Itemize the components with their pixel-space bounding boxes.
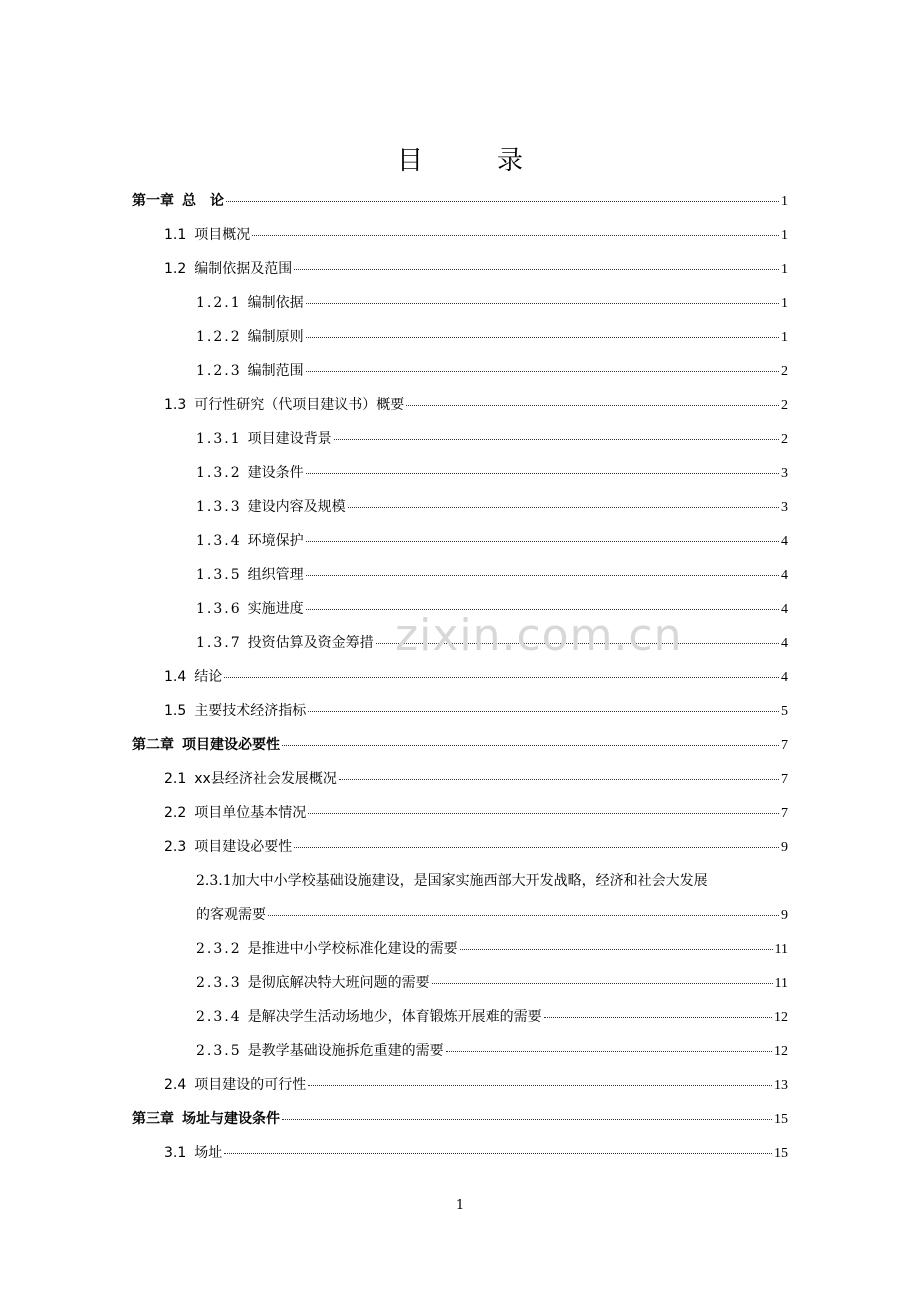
toc-entry-number: 1.3.1 [196, 431, 242, 447]
toc-entry-title: 环境保护 [247, 533, 304, 549]
toc-entry-page: 2 [781, 398, 788, 413]
toc-entry-page: 1 [781, 330, 788, 345]
page-title: 目 录 [396, 146, 547, 176]
toc-entry[interactable] [164, 700, 788, 722]
toc-entry-number: 第三章 [132, 1111, 174, 1127]
toc-entry-title: 项目单位基本情况 [194, 805, 307, 821]
toc-entry-number: 1.5 [164, 703, 187, 719]
toc-leader-dots [306, 595, 779, 610]
toc-entry-title: 编制依据及范围 [194, 261, 293, 277]
toc-entry-page: 4 [781, 670, 788, 685]
toc-entry-title: 主要技术经济指标 [194, 703, 307, 719]
toc-leader-dots [224, 663, 779, 678]
toc-leader-dots [226, 187, 779, 202]
toc-entry-page: 4 [781, 534, 788, 549]
toc-entry-page: 1 [781, 296, 788, 311]
toc-leader-dots [224, 1139, 772, 1154]
toc-entry-title: 编制范围 [247, 363, 304, 379]
toc-entry-number: 3.1 [164, 1145, 187, 1161]
toc-entry[interactable] [196, 938, 788, 960]
toc-entry-title: 加大中小学校基础设施建设，是国家实施西部大开发战略，经济和社会大发展 [231, 873, 708, 889]
toc-entry-page: 4 [781, 602, 788, 617]
toc-entry-title: 编制原则 [247, 329, 304, 345]
toc-entry-title: 建设条件 [247, 465, 304, 481]
toc-entry[interactable] [164, 394, 788, 416]
toc-entry-title: 编制依据 [247, 295, 304, 311]
toc-entry-title: 项目建设背景 [247, 431, 332, 447]
toc-entry-number: 1.3.4 [196, 533, 242, 549]
toc-entry[interactable] [164, 802, 788, 824]
toc-entry-page: 15 [774, 1146, 788, 1161]
toc-leader-dots [432, 969, 773, 984]
toc-entry-page: 4 [781, 636, 788, 651]
toc-entry-page: 9 [781, 840, 788, 855]
toc-entry-wrapped[interactable] [196, 870, 708, 892]
watermark: zixin.com.cn [395, 610, 683, 661]
toc-entry-page: 4 [781, 568, 788, 583]
toc-leader-dots [252, 221, 779, 236]
toc-entry-page: 12 [774, 1044, 788, 1059]
toc-entry-number: 2.3.5 [196, 1043, 242, 1059]
toc-entry-title: 组织管理 [247, 567, 304, 583]
toc-entry-number: 1.3.5 [196, 567, 242, 583]
toc-entry-number: 1.3 [164, 397, 187, 413]
toc-leader-dots [308, 1071, 772, 1086]
toc-entry-title: 场址 [194, 1145, 223, 1161]
toc-entry[interactable] [196, 564, 788, 586]
toc-entry[interactable] [196, 904, 788, 926]
toc-entry-number: 2.4 [164, 1077, 187, 1093]
toc-entry-title: 是彻底解决特大班问题的需要 [247, 975, 430, 991]
toc-entry[interactable] [196, 428, 788, 450]
toc-entry[interactable] [196, 462, 788, 484]
toc-entry-title: 总 论 [182, 193, 224, 209]
toc-entry-title: xx县经济社会发展概况 [194, 771, 337, 787]
toc-entry-number: 1.2.1 [196, 295, 242, 311]
toc-leader-dots [348, 493, 779, 508]
toc-entry-title: 场址与建设条件 [182, 1111, 280, 1127]
toc-entry-page: 2 [781, 432, 788, 447]
toc-entry-page: 5 [781, 704, 788, 719]
toc-entry-number: 第一章 [132, 193, 174, 209]
toc-leader-dots [460, 935, 773, 950]
toc-leader-dots [339, 765, 779, 780]
toc-entry[interactable] [164, 1142, 788, 1164]
toc-entry-number: 第二章 [132, 737, 174, 753]
toc-entry[interactable] [196, 1006, 788, 1028]
toc-entry[interactable] [164, 224, 788, 246]
toc-entry[interactable] [196, 1040, 788, 1062]
toc-entry[interactable] [164, 258, 788, 280]
toc-entry-title: 建设内容及规模 [247, 499, 346, 515]
toc-entry-number: 2.3.1 [196, 873, 232, 889]
toc-entry-number: 1.2.2 [196, 329, 242, 345]
toc-entry-number: 2.3.4 [196, 1009, 242, 1025]
toc-entry-title: 是教学基础设施拆危重建的需要 [247, 1043, 444, 1059]
toc-entry-number: 1.3.6 [196, 601, 242, 617]
toc-entry-number: 2.2 [164, 805, 187, 821]
toc-entry-number: 1.1 [164, 227, 187, 243]
toc-entry-number: 1.4 [164, 669, 187, 685]
toc-entry[interactable] [164, 836, 788, 858]
toc-leader-dots [306, 289, 779, 304]
toc-entry-number: 1.2 [164, 261, 187, 277]
toc-leader-dots [282, 731, 779, 746]
toc-entry-page: 3 [781, 500, 788, 515]
toc-leader-dots [306, 323, 779, 338]
toc-leader-dots [294, 833, 779, 848]
toc-entry-number: 1.3.2 [196, 465, 242, 481]
toc-leader-dots [308, 697, 779, 712]
toc-leader-dots [334, 425, 779, 440]
page-number: 1 [455, 1198, 465, 1213]
toc-entry-title: 项目建设必要性 [182, 737, 280, 753]
toc-entry[interactable] [132, 190, 788, 212]
toc-entry-page: 13 [774, 1078, 788, 1093]
toc-entry[interactable] [164, 1074, 788, 1096]
toc-entry[interactable] [196, 530, 788, 552]
toc-entry-title: 项目概况 [194, 227, 251, 243]
toc-entry[interactable] [132, 734, 788, 756]
toc-entry[interactable] [164, 666, 788, 688]
toc-entry[interactable] [196, 972, 788, 994]
toc-entry-page: 3 [781, 466, 788, 481]
toc-entry-number: 1.2.3 [196, 363, 242, 379]
toc-entry[interactable] [196, 360, 788, 382]
toc-entry-page: 7 [781, 738, 788, 753]
toc-entry-page: 9 [781, 908, 788, 923]
toc-leader-dots [294, 255, 779, 270]
toc-entry[interactable] [196, 292, 788, 314]
toc-entry-title: 的客观需要 [196, 907, 266, 923]
toc-entry[interactable] [196, 496, 788, 518]
toc-leader-dots [306, 357, 779, 372]
toc-leader-dots [268, 901, 779, 916]
toc-leader-dots [544, 1003, 772, 1018]
toc-leader-dots [282, 1105, 772, 1120]
toc-entry-title: 实施进度 [247, 601, 304, 617]
toc-entry-number: 2.1 [164, 771, 187, 787]
toc-leader-dots [406, 391, 779, 406]
toc-entry-page: 11 [774, 976, 788, 991]
toc-entry-title: 可行性研究（代项目建议书）概要 [194, 397, 405, 413]
toc-entry-page: 1 [781, 194, 788, 209]
toc-entry-title: 结论 [194, 669, 223, 685]
toc-leader-dots [446, 1037, 772, 1052]
toc-entry-title: 是推进中小学校标准化建设的需要 [247, 941, 458, 957]
toc-entry-number: 2.3 [164, 839, 187, 855]
toc-entry-page: 1 [781, 262, 788, 277]
toc-entry-page: 7 [781, 806, 788, 821]
toc-leader-dots [306, 527, 779, 542]
toc-entry-title: 项目建设的可行性 [194, 1077, 307, 1093]
toc-entry-number: 1.3.7 [196, 635, 242, 651]
toc-leader-dots [306, 561, 779, 576]
toc-leader-dots [308, 799, 779, 814]
toc-entry-title: 项目建设必要性 [194, 839, 293, 855]
toc-entry-number: 2.3.3 [196, 975, 242, 991]
toc-leader-dots [306, 459, 779, 474]
toc-entry-title: 投资估算及资金筹措 [247, 635, 374, 651]
toc-entry-title: 是解决学生活动场地少，体育锻炼开展难的需要 [247, 1009, 542, 1025]
toc-entry-page: 15 [774, 1112, 788, 1127]
toc-entry[interactable] [164, 768, 788, 790]
toc-entry-page: 12 [774, 1010, 788, 1025]
toc-entry-page: 7 [781, 772, 788, 787]
toc-entry-page: 1 [781, 228, 788, 243]
toc-entry[interactable] [132, 1108, 788, 1130]
toc-entry-page: 11 [774, 942, 788, 957]
toc-entry-number: 1.3.3 [196, 499, 242, 515]
toc-entry-number: 2.3.2 [196, 941, 242, 957]
toc-entry-page: 2 [781, 364, 788, 379]
toc-entry[interactable] [196, 326, 788, 348]
